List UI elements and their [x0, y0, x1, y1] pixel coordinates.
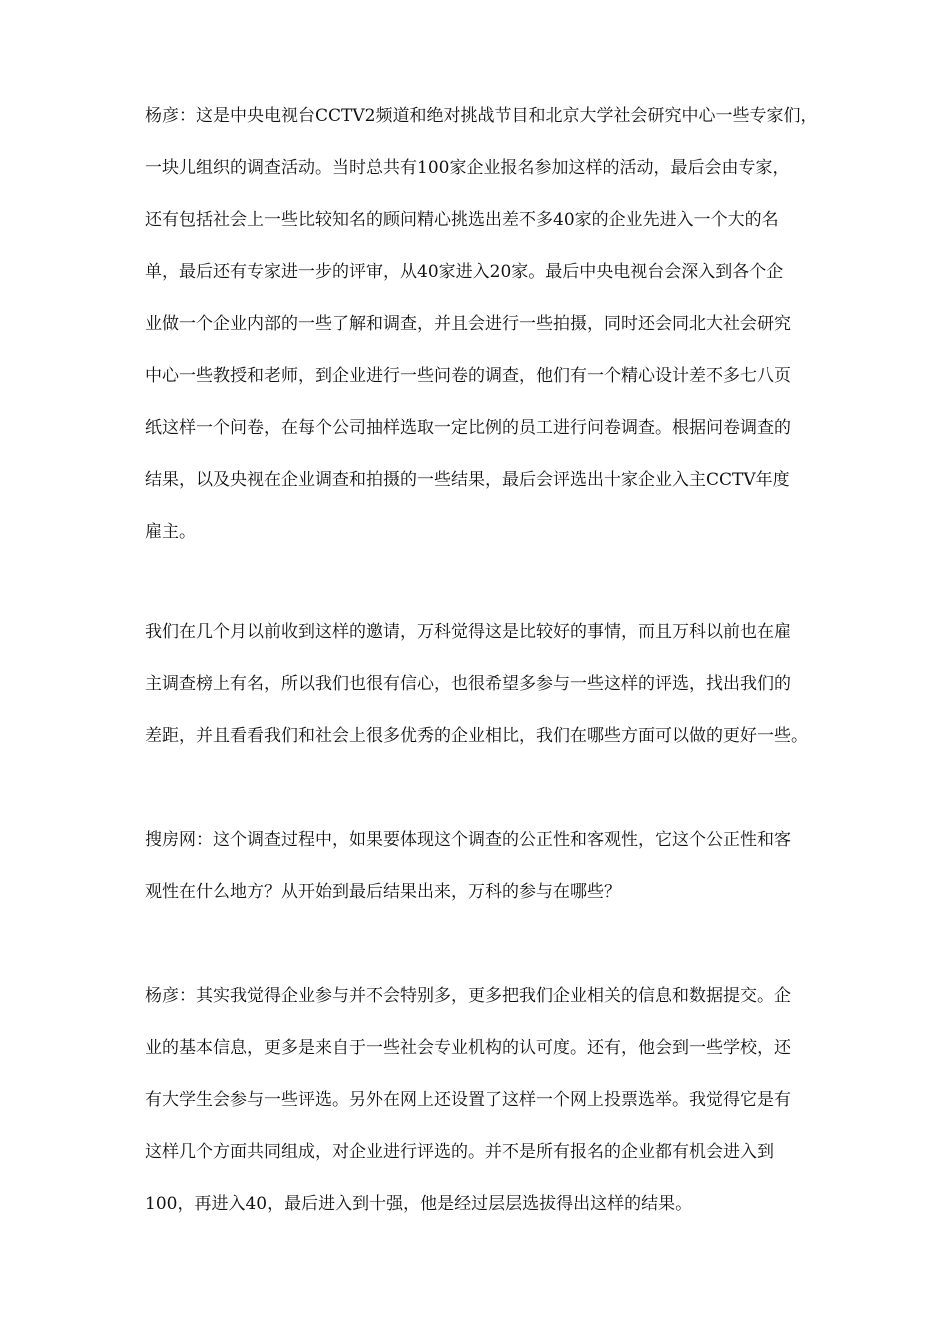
text-line: 业的基本信息，更多是来自于一些社会专业机构的认可度。还有，他会到一些学校，还: [145, 1038, 791, 1058]
text-line: 雇主。: [145, 522, 196, 542]
text-line: 主调查榜上有名，所以我们也很有信心，也很希望多参与一些这样的评选，找出我们的: [145, 674, 791, 694]
text-line: 业做一个企业内部的一些了解和调查，并且会进行一些拍摄，同时还会同北大社会研究: [145, 314, 791, 334]
text-line: 中心一些教授和老师，到企业进行一些问卷的调查，他们有一个精心设计差不多七八页: [145, 366, 791, 386]
text-line: 还有包括社会上一些比较知名的顾问精心挑选出差不多40家的企业先进入一个大的名: [145, 210, 779, 230]
paragraph-interview-question: [145, 814, 885, 918]
paragraph-interview-answer-2: [145, 606, 885, 762]
text-line: 差距，并且看看我们和社会上很多优秀的企业相比，我们在哪些方面可以做的更好一些。: [145, 726, 808, 746]
text-line: 观性在什么地方？从开始到最后结果出来，万科的参与在哪些？: [145, 882, 621, 902]
paragraph-interview-answer-3: [145, 970, 885, 1230]
text-line: 一块儿组织的调查活动。当时总共有100家企业报名参加这样的活动，最后会由专家，: [145, 158, 790, 178]
text-line: 有大学生会参与一些评选。另外在网上还设置了这样一个网上投票选举。我觉得它是有: [145, 1090, 791, 1110]
text-line: 杨彦：这是中央电视台CCTV2频道和绝对挑战节目和北京大学社会研究中心一些专家们，: [145, 106, 818, 126]
text-line: 这样几个方面共同组成，对企业进行评选的。并不是所有报名的企业都有机会进入到: [145, 1142, 774, 1162]
text-line: 我们在几个月以前收到这样的邀请，万科觉得这是比较好的事情，而且万科以前也在雇: [145, 622, 791, 642]
paragraph-interview-answer-1: [145, 90, 885, 558]
text-line: 搜房网：这个调查过程中，如果要体现这个调查的公正性和客观性，它这个公正性和客: [145, 830, 791, 850]
text-line: 杨彦：其实我觉得企业参与并不会特别多，更多把我们企业相关的信息和数据提交。企: [145, 986, 791, 1006]
text-line: 100，再进入40，最后进入到十强，他是经过层层选拔得出这样的结果。: [145, 1194, 693, 1214]
text-line: 结果，以及央视在企业调查和拍摄的一些结果，最后会评选出十家企业入主CCTV年度: [145, 470, 790, 490]
text-line: 纸这样一个问卷，在每个公司抽样选取一定比例的员工进行问卷调查。根据问卷调查的: [145, 418, 791, 438]
text-line: 单，最后还有专家进一步的评审，从40家进入20家。最后中央电视台会深入到各个企: [145, 262, 784, 282]
